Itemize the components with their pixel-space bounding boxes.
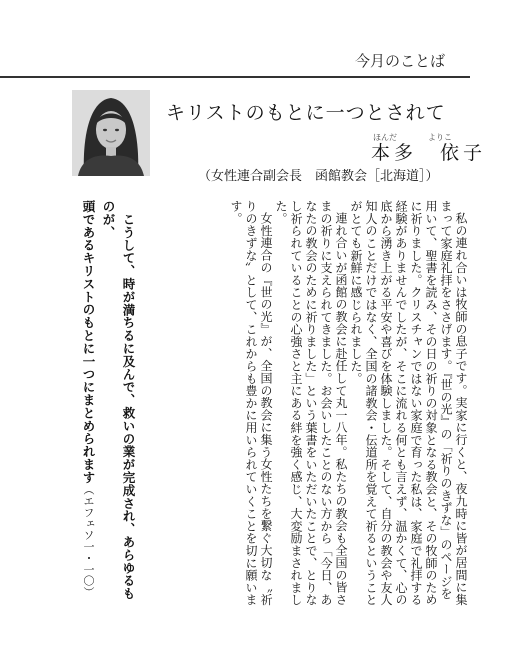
author-photo <box>72 90 150 176</box>
verse-reference: （エフェソ一・一〇） <box>82 483 95 598</box>
author-ruby-given: よりこ <box>428 133 452 142</box>
author-affiliation: （女性連合副会長 函館教会［北海道］） <box>198 169 439 184</box>
section-label: 今月のことば <box>354 52 445 70</box>
header-rule <box>0 76 470 78</box>
verse-line-2 <box>78 200 98 612</box>
verse-line-1: こうして、時が満ちるに及んで、救いの業が完成され、あらゆるものが、 <box>101 200 136 600</box>
verse-line-2-text: 頭であるキリストのもとに一つにまとめられます <box>81 200 96 484</box>
article-body <box>155 200 468 612</box>
body-paragraph: 私の連れ合いは牧師の息子です。実家に行くと、夜九時に皆が居間に集まって家庭礼拝をささげます。『世の光』の「祈りのきずな」のページを用いて、聖書を読み、その日の祈りの対象となる教会と、その牧師のために祈りました。クリスチャンではない家庭で育った私は、家庭で礼拝する経験がありませんでしたが、そこに流れる何とも言えず、温かくて、心の底から湧き上がる平安や喜びを体験しました。そして、自分の教会や友人知人のことだけではなく、全国の諸教会・伝道所を覚えて祈るということがとても新鮮に感じられました。 <box>349 200 468 606</box>
author-portrait-icon <box>72 90 150 176</box>
body-paragraph: 女性連合の『世の光』が、全国の教会に集う女性たちを繋ぐ大切な〝祈りのきずな〟として、これからも豊かに用いられていくことを切に願います。 <box>229 200 273 606</box>
body-paragraph: 連れ合いが函館の教会に赴任して丸一八年。私たちの教会も全国の皆さまの祈りに支えられてきました。お会いしたことのない方から「今日、あなたの教会のために祈りました」という葉書をいただいたことで、とりなし祈られていることの心強さと主にある絆を強く感じ、大変励まされました。 <box>274 200 348 606</box>
scripture-verse <box>68 200 138 612</box>
author-name: 本多 依子 <box>371 142 487 164</box>
article-title: キリストのもとに一つとされて <box>166 102 446 124</box>
author-ruby-family: ほんだ <box>373 133 397 142</box>
